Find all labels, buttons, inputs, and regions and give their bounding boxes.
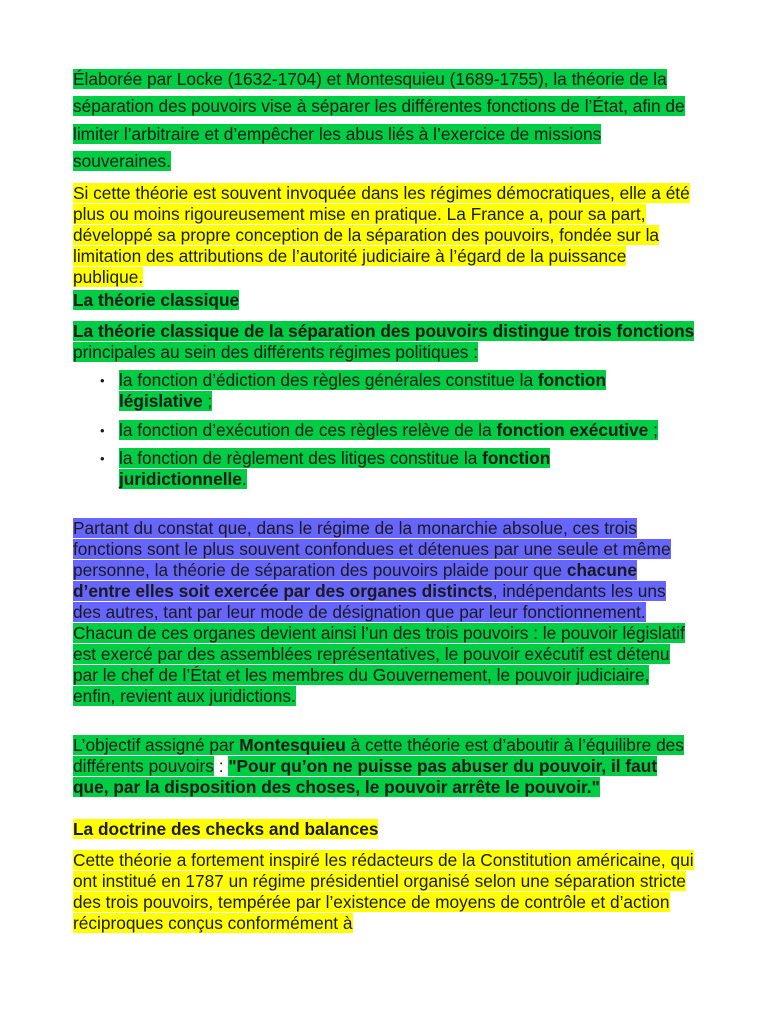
paragraph-separation-organes [73, 518, 695, 707]
bold-name: Montesquieu [239, 735, 346, 755]
highlighted-text: à cette théorie est d’aboutir à l’équilibre des différents pouvoirs [73, 735, 684, 776]
quote-text: "Pour qu’on ne puisse pas abuser du pouvoir, il faut que, par la disposition des choses, le pouvoir arrête le pouvoir." [73, 756, 658, 797]
paragraph-application [73, 183, 695, 288]
bold-phrase: chacune d’entre elles soit exercée par des organes distincts [73, 560, 637, 601]
list-item [73, 420, 673, 441]
item-bold: fonction juridictionnelle [119, 448, 551, 489]
colon-text: : [213, 756, 229, 776]
item-text: la fonction de règlement des litiges constitue la [119, 448, 483, 468]
functions-list [73, 370, 673, 498]
heading-theorie-classique [73, 290, 695, 311]
heading-checks-and-balances [73, 819, 695, 840]
paragraph-montesquieu [73, 735, 695, 798]
highlighted-text: Cette théorie a fortement inspiré les rédacteurs de la Constitution américaine, qui ont institué en 1787 un régime présidentiel organisé selon une séparation stricte des trois pouvoirs, tempérée par l’existence de moyens de contrôle et d’action réciproques conçus conformément à [73, 850, 694, 933]
item-end: . [241, 469, 247, 489]
item-end: ; [648, 419, 658, 440]
item-bold: fonction législative [119, 370, 607, 411]
bullet-icon: • [100, 373, 105, 388]
list-item [73, 370, 673, 412]
highlighted-text: Si cette théorie est souvent invoquée dans les régimes démocratiques, elle a été plus ou moins rigoureusement mise en pratique. La France a, pour sa part, développé sa propre conception de la séparation des pouvoirs, fondée sur la limitation des attributions de l’autorité judiciaire à l’égard de la puissance publique. [73, 183, 690, 287]
highlighted-text: Partant du constat que, dans le régime de la monarchie absolue, ces trois fonctions sont le plus souvent confondues et détenues par une seule et même personne, la théorie de séparation des pouvoirs plaide pour que [73, 518, 671, 580]
highlighted-text: , indépendants les uns des autres, tant par leur mode de désignation que par leur fonctionnement. [73, 581, 666, 622]
bullet-icon: • [100, 451, 105, 466]
heading-text: La doctrine des checks and balances [73, 819, 379, 839]
heading-text: La théorie classique [73, 290, 240, 310]
item-bold: fonction exécutive [496, 419, 649, 440]
bold-phrase: La théorie classique de la séparation des pouvoirs distingue trois fonctions [73, 321, 695, 341]
paragraph-three-functions [73, 321, 695, 363]
bullet-icon: • [100, 422, 105, 438]
highlighted-text: Chacun de ces organes devient ainsi l’un des trois pouvoirs : le pouvoir législatif est exercé par des assemblées représentatives, le pouvoir exécutif est détenu par le chef de l’État et les membres du Gouvernement, le pouvoir judiciaire, enfin, revient aux juridictions. [73, 623, 685, 706]
paragraph-constitution-americaine [73, 850, 695, 934]
item-end: ; [202, 391, 213, 411]
highlighted-text: L’objectif assigné par [73, 735, 240, 755]
list-item [73, 448, 673, 490]
item-text: la fonction d’édiction des règles générales constitue la [119, 370, 538, 390]
item-text: la fonction d’exécution de ces règles relève de la [119, 419, 497, 440]
highlighted-text: principales au sein des différents régimes politiques : [73, 342, 479, 362]
highlighted-text: Élaborée par Locke (1632-1704) et Montesquieu (1689-1755), la théorie de la séparation des pouvoirs vise à séparer les différentes fonctions de l’État, afin de limiter l’arbitraire et d’empêcher les abus liés à l’exercice de missions souveraines. [73, 69, 685, 171]
paragraph-intro [73, 66, 695, 175]
